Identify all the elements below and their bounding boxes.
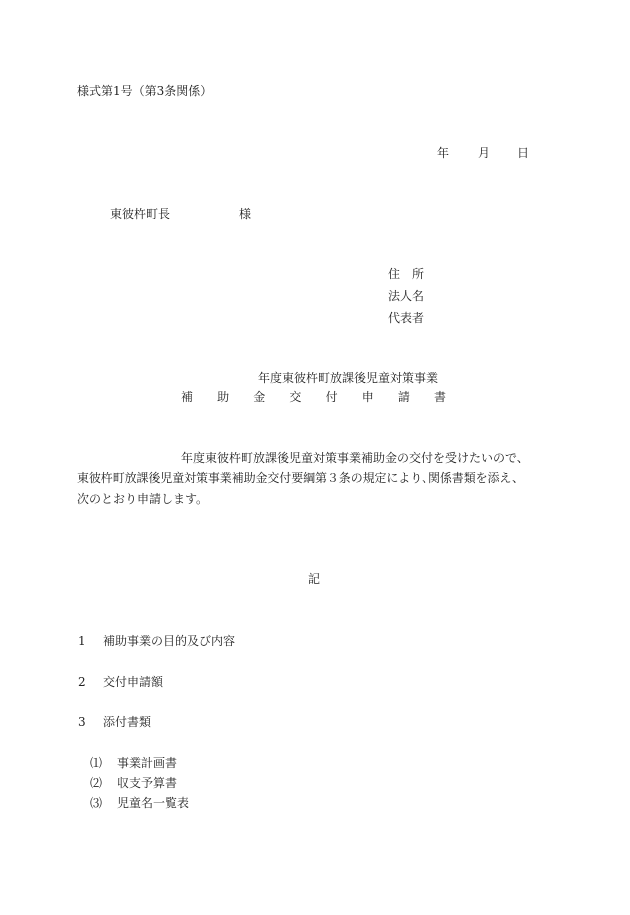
date-line	[437, 145, 449, 161]
attachment-label: 児童名一覧表	[117, 796, 190, 810]
addressee-honorific: 様	[239, 207, 252, 221]
applicant-address-label: 住 所	[388, 267, 425, 281]
ki-heading: 記	[308, 572, 321, 586]
attachment-number: ⑴	[90, 756, 103, 770]
item-label: 添付書類	[103, 715, 152, 729]
item-label: 交付申請額	[103, 675, 164, 689]
body-line-1: 年度東彼杵町放課後児童対策事業補助金の交付を受けたいので、	[181, 451, 529, 465]
item-number: 2	[78, 675, 86, 689]
form-number: 様式第1号（第3条関係）	[77, 84, 213, 98]
title-char: 付	[325, 390, 338, 404]
title-line-1: 年度東彼杵町放課後児童対策事業	[258, 371, 439, 385]
title-char: 書	[433, 390, 446, 404]
date-day: 日	[517, 146, 530, 160]
title-char: 請	[397, 390, 410, 404]
applicant-corporation-label: 法人名	[388, 289, 425, 303]
date-year: 年	[437, 146, 450, 160]
attachment-label: 収支予算書	[117, 776, 178, 790]
attachment-label: 事業計画書	[117, 756, 178, 770]
date-month: 月	[478, 146, 491, 160]
title-line-2	[181, 389, 446, 405]
item-label: 補助事業の目的及び内容	[103, 634, 236, 648]
title-char: 金	[253, 390, 266, 404]
attachment-number: ⑶	[90, 796, 103, 810]
body-line-3: 次のとおり申請します。	[77, 492, 209, 506]
item-number: 3	[78, 715, 86, 729]
addressee-name: 東彼杵町長	[110, 207, 171, 221]
item-number: 1	[78, 634, 86, 648]
body-line-2: 東彼杵町放課後児童対策事業補助金交付要綱第３条の規定により､関係書類を添え、	[77, 471, 524, 485]
title-char: 補	[181, 390, 194, 404]
title-char: 交	[289, 390, 302, 404]
attachment-number: ⑵	[90, 776, 103, 790]
title-char: 申	[361, 390, 374, 404]
applicant-representative-label: 代表者	[388, 311, 425, 325]
title-char: 助	[217, 390, 230, 404]
